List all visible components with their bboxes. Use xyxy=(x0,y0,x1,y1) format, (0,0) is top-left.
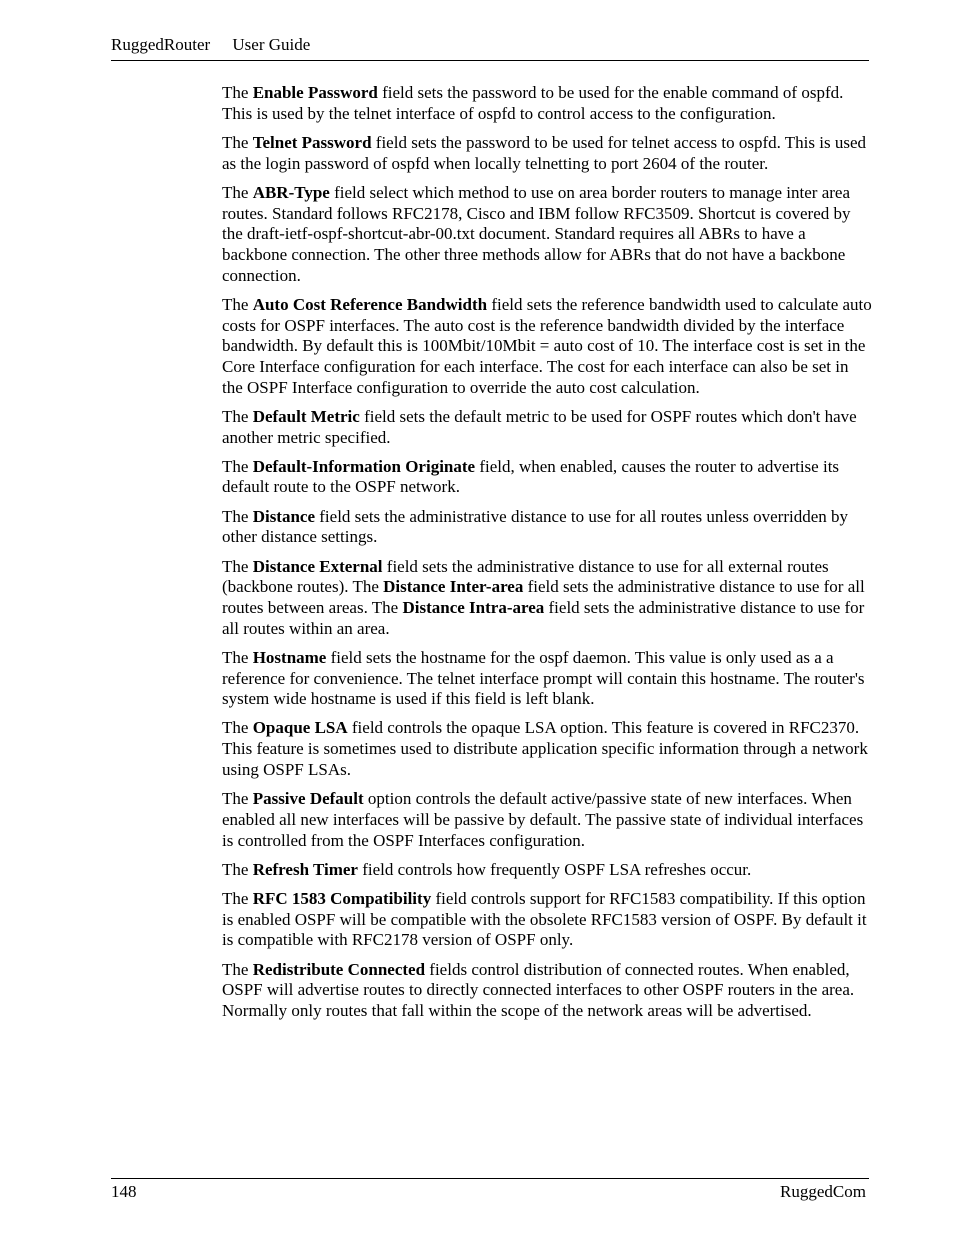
text-run: The xyxy=(222,859,253,879)
paragraph xyxy=(222,557,872,640)
text-run: field sets the hostname for the ospf daemon. This value is only used as a a reference for convenience. The telnet interface prompt will contain this hostname. The router's system wide hostname is used if this field is left blank. xyxy=(222,647,865,709)
field-name: Distance Intra-area xyxy=(402,597,545,617)
field-name: RFC 1583 Compatibility xyxy=(252,888,432,908)
text-run: The xyxy=(222,406,253,426)
text-run: field sets the administrative distance to use for all routes between areas. The xyxy=(222,577,865,617)
paragraph xyxy=(222,407,872,448)
field-name: Distance xyxy=(252,506,316,526)
field-name: Default-Information Originate xyxy=(252,456,476,476)
text-run: field sets the password to be used for telnet access to ospfd. This is used as the login password of ospfd when locally telnetting to port 2604 of the router. xyxy=(222,132,867,173)
text-run: field sets the default metric to be used for OSPF routes which don't have another metric specified. xyxy=(222,406,857,447)
text-run: fields control distribution of connected routes. When enabled, OSPF will advertise routes to directly connected interfaces to other OSPF routers in the area. Normally only routes that fall within the scope of the network areas will be advertised. xyxy=(222,959,855,1020)
paragraph xyxy=(222,960,872,1022)
text-run: The xyxy=(222,294,253,314)
page-number: 148 xyxy=(111,1182,137,1201)
field-name: Telnet Password xyxy=(252,132,372,152)
header-title: User Guide xyxy=(232,35,311,54)
footer-company: RuggedCom xyxy=(780,1182,866,1201)
page-footer xyxy=(111,1178,869,1203)
text-run: The xyxy=(222,789,253,809)
field-name: Hostname xyxy=(252,647,327,667)
paragraph xyxy=(222,507,872,548)
paragraph xyxy=(222,295,872,399)
text-run: The xyxy=(222,718,253,738)
text-run: field sets the password to be used for the enable command of ospfd. This is used by the telnet interface of ospfd to control access to the configuration. xyxy=(222,83,844,123)
body-text xyxy=(222,83,872,1030)
paragraph xyxy=(222,789,872,851)
text-run: field controls support for RFC1583 compatibility. If this option is enabled OSPF will be compatible with the obsolete RFC1583 version of OSPF. By default it is compatible with RFC2178 version of OSPF only. xyxy=(222,888,867,950)
paragraph xyxy=(222,889,872,951)
text-run: The xyxy=(222,647,253,667)
paragraph xyxy=(222,648,872,710)
paragraph xyxy=(222,183,872,287)
field-name: Opaque LSA xyxy=(252,718,348,738)
paragraph xyxy=(222,860,872,881)
text-run: field controls the opaque LSA option. This feature is covered in RFC2370. This feature is sometimes used to distribute application specific information through a network using OSPF LSAs. xyxy=(222,718,868,779)
field-name: Distance External xyxy=(252,556,383,576)
paragraph xyxy=(222,718,872,780)
paragraph xyxy=(222,457,872,498)
header-product: RuggedRouter xyxy=(111,35,211,54)
text-run: field, when enabled, causes the router to advertise its default route to the OSPF network. xyxy=(222,456,840,497)
field-name: Default Metric xyxy=(252,406,360,426)
text-run: field sets the administrative distance to use for all routes within an area. xyxy=(222,597,865,638)
field-name: Redistribute Connected xyxy=(252,959,426,979)
field-name: Refresh Timer xyxy=(252,859,358,879)
paragraph xyxy=(222,133,872,174)
text-run: field select which method to use on area border routers to manage inter area routes. Standard follows RFC2178, Cisco and IBM follow RFC3509. Shortcut is covered by the draft-ietf-ospf-shortcut-abr-00.txt document. Standard requires all ABRs to have a backbone connection. The other three methods allow for ABRs that do not have a backbone connection. xyxy=(222,182,851,285)
text-run: The xyxy=(222,888,253,908)
field-name: Enable Password xyxy=(252,83,378,102)
paragraph xyxy=(222,83,872,124)
text-run: field sets the administrative distance to use for all routes unless overridden by other distance settings. xyxy=(222,506,849,547)
text-run: The xyxy=(222,556,253,576)
field-name: Distance Inter-area xyxy=(383,577,524,597)
text-run: field sets the reference bandwidth used to calculate auto costs for OSPF interfaces. The auto cost is the reference bandwidth divided by the interface bandwidth. By default this is 100Mbit/10Mbit = auto cost of 10. The interface cost is set in the Core Interface configuration for each interface. The cost for each interface can also be set in the OSPF Interface configuration to override the auto cost calculation. xyxy=(222,294,872,397)
field-name: ABR-Type xyxy=(252,182,330,202)
text-run: The xyxy=(222,132,253,152)
text-run: field controls how frequently OSPF LSA refreshes occur. xyxy=(357,859,752,879)
field-name: Auto Cost Reference Bandwidth xyxy=(252,294,488,314)
field-name: Passive Default xyxy=(252,789,364,809)
text-run: The xyxy=(222,182,253,202)
text-run: The xyxy=(222,506,253,526)
text-run: field sets the administrative distance to use for all external routes (backbone routes). The xyxy=(222,556,829,597)
text-run: The xyxy=(222,959,253,979)
page-header xyxy=(111,34,869,61)
text-run: The xyxy=(222,456,253,476)
text-run: The xyxy=(222,83,253,102)
text-run: option controls the default active/passive state of new interfaces. When enabled all new interfaces will be passive by default. The passive state of individual interfaces is controlled from the OSPF Interfaces configuration. xyxy=(222,789,864,850)
